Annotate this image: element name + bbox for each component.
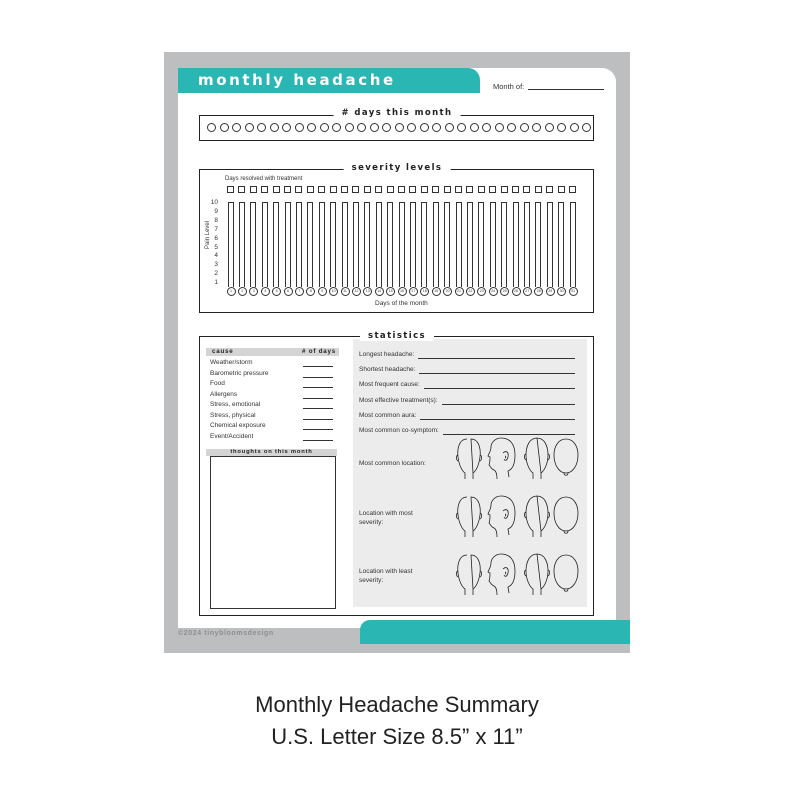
pain-bar[interactable] [376, 202, 382, 287]
month-of-field [493, 82, 604, 91]
statistics-box [199, 336, 594, 616]
resolved-checkbox[interactable] [523, 186, 530, 193]
resolved-checkbox[interactable] [535, 186, 542, 193]
copyright: ©2024 tinybloomsdesign [178, 630, 274, 637]
day-circle[interactable] [482, 123, 491, 132]
cause-label: Event/Accident [210, 432, 254, 440]
day-number: 31 [569, 287, 578, 296]
pain-bar[interactable] [421, 202, 427, 287]
cause-label: Weather/storm [210, 359, 253, 366]
pain-bar[interactable] [330, 202, 336, 287]
pain-bar[interactable] [558, 202, 564, 287]
day-circle[interactable] [307, 123, 316, 132]
cause-table-header [206, 348, 339, 356]
stat-label: Shortest headache: [359, 366, 416, 374]
pain-bar[interactable] [547, 202, 553, 287]
day-circle[interactable] [270, 123, 279, 132]
cause-count-line[interactable] [303, 440, 333, 441]
cause-count-line[interactable] [303, 429, 333, 430]
cause-label: Allergens [210, 390, 238, 398]
day-circle[interactable] [320, 123, 329, 132]
resolved-checkbox[interactable] [330, 186, 337, 193]
resolved-checkbox[interactable] [341, 186, 348, 193]
resolved-checkbox[interactable] [375, 186, 382, 193]
resolved-checkbox[interactable] [466, 186, 473, 193]
day-number: 10 [329, 287, 338, 296]
cause-header: cause [212, 348, 234, 355]
pain-level-label: 10 [210, 199, 218, 206]
pain-bar[interactable] [513, 202, 519, 287]
stat-label: Most effective treatment(s): [359, 396, 438, 404]
location-row-label: Location with most severity: [359, 510, 413, 526]
day-number: 17 [409, 287, 418, 296]
resolved-checkbox[interactable] [455, 186, 462, 193]
pain-level-label: 3 [214, 261, 218, 269]
cause-label: Food [210, 380, 225, 387]
day-number: 22 [466, 287, 475, 296]
pain-bar[interactable] [342, 202, 348, 287]
pain-bar[interactable] [410, 202, 416, 287]
resolved-checkbox[interactable] [238, 186, 245, 193]
month-of-label: Month of: [493, 82, 525, 91]
pain-bar[interactable] [399, 202, 405, 287]
thoughts-box[interactable] [210, 456, 336, 609]
stat-label: Most frequent cause: [359, 381, 420, 389]
day-number: 1 [227, 287, 236, 296]
stat-label: Most common aura: [359, 411, 417, 419]
day-number: 12 [352, 287, 361, 296]
resolved-checkbox[interactable] [558, 186, 565, 193]
day-number: 16 [398, 287, 407, 296]
resolved-checkbox[interactable] [478, 186, 485, 193]
day-circle[interactable] [570, 123, 579, 132]
cause-count-line[interactable] [303, 398, 333, 399]
resolved-checkbox[interactable] [546, 186, 553, 193]
day-circle[interactable] [407, 123, 416, 132]
stat-answer-line[interactable] [442, 404, 575, 405]
day-circle[interactable] [357, 123, 366, 132]
day-number: 11 [341, 287, 350, 296]
day-circle[interactable] [245, 123, 254, 132]
pain-level-label: 9 [214, 207, 218, 215]
resolved-checkbox[interactable] [421, 186, 428, 193]
pain-bar[interactable] [307, 202, 313, 287]
pain-level-label: 4 [214, 252, 218, 260]
day-number: 27 [523, 287, 532, 296]
location-row-label: Most common location: [359, 460, 426, 467]
stat-answer-line[interactable] [418, 358, 575, 359]
day-circle[interactable] [282, 123, 291, 132]
day-number: 18 [420, 287, 429, 296]
day-circle[interactable] [507, 123, 516, 132]
pain-level-label: 1 [214, 279, 218, 287]
day-number: 6 [284, 287, 293, 296]
pain-level-label: 5 [214, 243, 218, 251]
pain-bar[interactable] [319, 202, 325, 287]
pain-bar[interactable] [501, 202, 507, 287]
pain-bar[interactable] [296, 202, 302, 287]
y-axis-label: Pain Level [205, 220, 212, 250]
resolved-checkbox[interactable] [364, 186, 371, 193]
head-diagram-set[interactable] [453, 549, 587, 597]
days-header: # of days [302, 348, 337, 355]
resolved-checkbox[interactable] [569, 186, 576, 193]
paper [178, 68, 616, 628]
statistics-panel [353, 339, 587, 607]
day-number: 13 [363, 287, 372, 296]
cause-count-line[interactable] [303, 377, 333, 378]
cause-label: Stress, physical [210, 411, 256, 419]
day-circle[interactable] [470, 123, 479, 132]
day-circle[interactable] [257, 123, 266, 132]
day-number: 15 [386, 287, 395, 296]
stat-answer-line[interactable] [420, 419, 575, 420]
day-circle[interactable] [495, 123, 504, 132]
pain-level-label: 8 [214, 216, 218, 224]
resolved-checkbox[interactable] [387, 186, 394, 193]
cause-label: Stress, emotional [210, 401, 261, 408]
day-circle[interactable] [557, 123, 566, 132]
day-number: 29 [546, 287, 555, 296]
day-number: 14 [375, 287, 384, 296]
cause-count-line[interactable] [303, 419, 333, 420]
day-number: 8 [306, 287, 315, 296]
cause-label: Barometric pressure [210, 369, 269, 377]
pain-bar[interactable] [490, 202, 496, 287]
stat-answer-line[interactable] [424, 388, 575, 389]
pain-bar[interactable] [239, 202, 245, 287]
pain-bar[interactable] [444, 202, 450, 287]
thoughts-title: thoughts on this month [230, 449, 313, 455]
day-number: 20 [443, 287, 452, 296]
stat-answer-line[interactable] [419, 373, 575, 374]
cause-label: Chemical exposure [210, 422, 266, 429]
resolved-checkbox[interactable] [489, 186, 496, 193]
resolved-checkbox[interactable] [432, 186, 439, 193]
planner-sheet [164, 52, 630, 653]
day-circle[interactable] [220, 123, 229, 132]
severity-box [199, 169, 594, 313]
resolved-checkbox[interactable] [318, 186, 325, 193]
caption-title: Monthly Headache Summary [255, 692, 539, 717]
pain-level-label: 6 [214, 234, 218, 242]
severity-section-title: severity levels [344, 163, 451, 173]
day-number: 30 [557, 287, 566, 296]
day-circle[interactable] [432, 123, 441, 132]
day-circle[interactable] [545, 123, 554, 132]
cause-count-line[interactable] [303, 387, 333, 388]
cause-count-line[interactable] [303, 366, 333, 367]
caption-size: U.S. Letter Size 8.5” x 11” [271, 724, 523, 749]
resolved-checkbox[interactable] [261, 186, 268, 193]
day-circle[interactable] [457, 123, 466, 132]
day-number: 25 [500, 287, 509, 296]
day-circle[interactable] [345, 123, 354, 132]
resolved-checkbox[interactable] [284, 186, 291, 193]
statistics-section-title: statistics [360, 331, 434, 341]
pain-bar[interactable] [273, 202, 279, 287]
pain-bar[interactable] [250, 202, 256, 287]
pain-bar[interactable] [535, 202, 541, 287]
resolved-checkbox[interactable] [295, 186, 302, 193]
cause-count-line[interactable] [303, 408, 333, 409]
resolved-checkbox[interactable] [273, 186, 280, 193]
pain-bar[interactable] [524, 202, 530, 287]
stat-label: Longest headache: [359, 351, 415, 358]
day-circle[interactable] [445, 123, 454, 132]
stat-label: Most common co-symptom: [359, 427, 439, 434]
day-number: 21 [455, 287, 464, 296]
day-number: 4 [261, 287, 270, 296]
day-circle[interactable] [420, 123, 429, 132]
day-circle[interactable] [582, 123, 591, 132]
day-number: 24 [489, 287, 498, 296]
pain-bar[interactable] [262, 202, 268, 287]
thoughts-header [206, 449, 337, 456]
resolved-checkbox[interactable] [307, 186, 314, 193]
day-number: 26 [512, 287, 521, 296]
day-number: 9 [318, 287, 327, 296]
pain-bar[interactable] [467, 202, 473, 287]
day-number: 3 [249, 287, 258, 296]
resolved-checkbox[interactable] [409, 186, 416, 193]
day-circle[interactable] [520, 123, 529, 132]
resolved-checkbox[interactable] [352, 186, 359, 193]
location-row-label: Location with least severity: [359, 568, 413, 584]
day-number: 5 [272, 287, 281, 296]
day-circle[interactable] [295, 123, 304, 132]
resolved-checkbox[interactable] [398, 186, 405, 193]
resolved-label: Days resolved with treatment [225, 176, 303, 182]
x-axis-label: Days of the month [375, 300, 428, 307]
day-number: 7 [295, 287, 304, 296]
day-circle[interactable] [382, 123, 391, 132]
day-circle[interactable] [207, 123, 216, 132]
title-banner [178, 68, 480, 107]
pain-bar[interactable] [364, 202, 370, 287]
head-diagram-set[interactable] [453, 491, 587, 539]
pain-bar[interactable] [570, 202, 576, 287]
sheet-title: monthly headache summary [198, 71, 396, 107]
resolved-checkbox[interactable] [227, 186, 234, 193]
pain-bar[interactable] [456, 202, 462, 287]
day-number: 2 [238, 287, 247, 296]
resolved-checkbox[interactable] [512, 186, 519, 193]
resolved-checkbox[interactable] [444, 186, 451, 193]
pain-bar[interactable] [433, 202, 439, 287]
day-number: 23 [477, 287, 486, 296]
days-box [199, 115, 594, 141]
month-of-line [528, 89, 604, 90]
pain-bar[interactable] [285, 202, 291, 287]
day-number: 28 [534, 287, 543, 296]
day-circle[interactable] [395, 123, 404, 132]
pain-bar[interactable] [478, 202, 484, 287]
day-circle[interactable] [232, 123, 241, 132]
days-section-title: # days this month [334, 108, 461, 118]
day-circle[interactable] [332, 123, 341, 132]
pain-bar[interactable] [228, 202, 234, 287]
footer-accent-bar [360, 620, 630, 644]
pain-bar[interactable] [387, 202, 393, 287]
pain-level-label: 7 [214, 225, 218, 233]
pain-level-label: 2 [214, 270, 218, 278]
day-circle[interactable] [532, 123, 541, 132]
resolved-checkbox[interactable] [501, 186, 508, 193]
day-number: 19 [432, 287, 441, 296]
resolved-checkbox[interactable] [250, 186, 257, 193]
head-diagram-set[interactable] [453, 433, 587, 481]
day-circle[interactable] [370, 123, 379, 132]
pain-bar[interactable] [353, 202, 359, 287]
